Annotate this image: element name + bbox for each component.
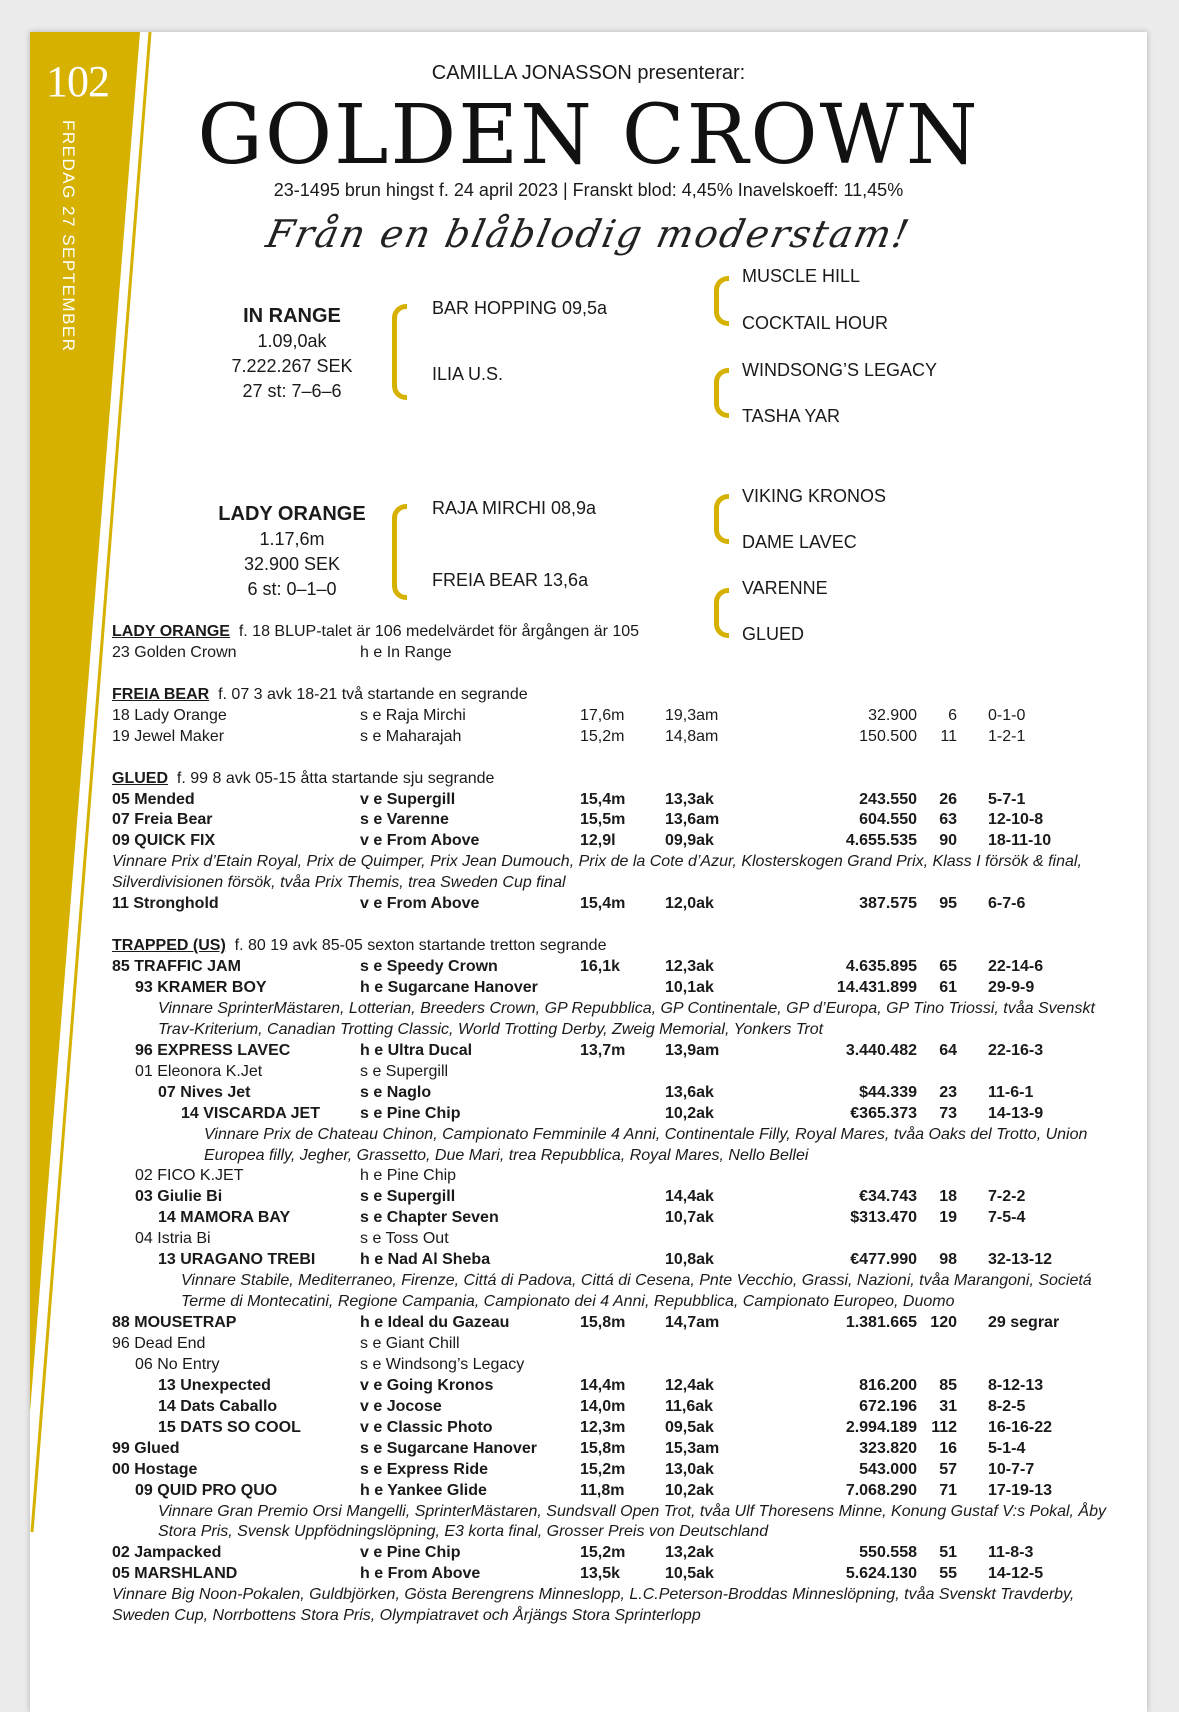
offspring-sire: h e Sugarcane Hanover [360, 978, 538, 996]
offspring-starts: 65 [939, 958, 957, 976]
heading-gap [168, 770, 177, 787]
offspring-name: 09 QUICK FIX [112, 832, 216, 850]
offspring-placings: 0-1-0 [988, 706, 1026, 724]
offspring-row [112, 706, 1122, 727]
offspring-row [112, 1564, 1122, 1585]
offspring-sire: h e In Range [360, 643, 452, 661]
offspring-starts: 85 [939, 1376, 957, 1394]
offspring-record-1: 14,4m [580, 1376, 626, 1394]
offspring-name: 14 MAMORA BAY [158, 1209, 291, 1227]
offspring-row [112, 1208, 1122, 1229]
offspring-placings: 6-7-6 [988, 895, 1026, 913]
offspring-name: 88 MOUSETRAP [112, 1314, 237, 1332]
offspring-starts: 64 [939, 1041, 957, 1059]
offspring-row [112, 1481, 1122, 1502]
offspring-sire: h e Yankee Glide [360, 1481, 487, 1499]
page-number: 102 [46, 57, 109, 106]
offspring-sire: v e From Above [360, 832, 480, 850]
offspring-starts: 57 [939, 1460, 957, 1478]
family-spacer [112, 915, 1122, 936]
offspring-placings: 11-6-1 [988, 1083, 1034, 1101]
offspring-name: 13 URAGANO TREBI [158, 1251, 316, 1269]
offspring-name: 06 No Entry [135, 1355, 220, 1373]
offspring-name: 00 Hostage [112, 1460, 198, 1478]
family-heading [112, 936, 1122, 957]
offspring-name: 23 Golden Crown [112, 643, 237, 661]
dam-bracket [392, 504, 407, 600]
sire-grandparent-2: COCKTAIL HOUR [742, 313, 889, 333]
tagline: Från en blåblodig moderstam! [262, 212, 915, 256]
dam-info [162, 502, 422, 602]
offspring-name: 07 Freia Bear [112, 811, 213, 829]
sire-bracket [392, 304, 407, 400]
offspring-sire: s e Toss Out [360, 1230, 449, 1248]
offspring-starts: 98 [939, 1251, 957, 1269]
offspring-name: 99 Glued [112, 1439, 180, 1457]
sire-gp-bracket-2 [714, 368, 729, 418]
offspring-record-2: 10,7ak [665, 1209, 714, 1227]
offspring-earnings: 387.575 [859, 895, 917, 913]
offspring-earnings: $313.470 [850, 1209, 917, 1227]
offspring-placings: 7-5-4 [988, 1209, 1026, 1227]
offspring-sire: s e Speedy Crown [360, 958, 498, 976]
heading-gap [209, 686, 218, 703]
offspring-earnings: €477.990 [850, 1251, 917, 1269]
offspring-placings: 22-14-6 [988, 958, 1044, 976]
offspring-name: 03 Giulie Bi [135, 1188, 223, 1206]
offspring-earnings: 550.558 [859, 1544, 917, 1562]
sire-grandparent-3: WINDSONG’S LEGACY [742, 360, 938, 380]
offspring-name: 93 KRAMER BOY [135, 978, 267, 996]
race-wins-note: Vinnare SprinterMästaren, Lotterian, Breeders Crown, GP Repubblica, GP Continentale, GP d’Europa, GP Tino Triossi, tvåa Svenskt Trav-Kriterium, Canadian Trotting Classic, World Trotting Derby, Zweig Memorial, Yonkers Trot [158, 999, 1095, 1038]
offspring-name: 14 VISCARDA JET [181, 1104, 320, 1122]
offspring-sire: s e Supergill [360, 1188, 456, 1206]
offspring-name: 96 EXPRESS LAVEC [135, 1041, 291, 1059]
offspring-record-2: 11,6ak [665, 1397, 714, 1415]
offspring-row [112, 1397, 1122, 1418]
offspring-earnings: 32.900 [868, 706, 917, 724]
dam-heading-description: f. 80 19 avk 85-05 sexton startande tretton segrande [234, 937, 607, 955]
offspring-row [112, 1104, 1122, 1125]
offspring-name: 02 Jampacked [112, 1544, 222, 1562]
sire-record: 1.09,0ak [257, 331, 327, 351]
offspring-name: 02 FICO K.JET [135, 1167, 244, 1185]
offspring-sire: h e From Above [360, 1565, 481, 1583]
offspring-earnings: 323.820 [859, 1439, 917, 1457]
offspring-name: 05 Mended [112, 790, 195, 808]
offspring-row [112, 1229, 1122, 1250]
offspring-record-1: 11,8m [580, 1481, 625, 1499]
race-wins-note: Vinnare Gran Premio Orsi Mangelli, SprinterMästaren, Sundsvall Open Trot, tvåa Ulf Thoresens Minne, Konung Gustaf V:s Pokal, Åby Stora Pris, Svensk Uppfödningslöpning, E3 korta final, Grosser Preis von Deutschland [158, 1502, 1106, 1541]
side-date: FREDAG 27 SEPTEMBER [59, 120, 78, 353]
offspring-placings: 11-8-3 [988, 1544, 1034, 1562]
offspring-row [112, 1460, 1122, 1481]
offspring-record-1: 15,4m [580, 895, 626, 913]
offspring-row [112, 1439, 1122, 1460]
race-wins-note: Vinnare Stabile, Mediterraneo, Firenze, Cittá di Padova, Cittá di Cesena, Pnte Vecchio, Grassi, Nazioni, tvåa Marangoni, Societá Terme di Montecatini, Regione Campania, Campionato dei 4 Anni, Repubblica, Campionato Europeo, Duomo [181, 1272, 1092, 1311]
dam-grandparent-3: VARENNE [742, 578, 828, 598]
offspring-starts: 112 [931, 1418, 957, 1436]
offspring-name: 09 QUID PRO QUO [135, 1481, 278, 1499]
family-spacer [112, 748, 1122, 769]
offspring-row [112, 1355, 1122, 1376]
family-heading [112, 685, 1122, 706]
offspring-row [112, 894, 1122, 915]
offspring-starts: 95 [939, 895, 957, 913]
offspring-row [112, 957, 1122, 978]
dam-heading-description: f. 07 3 avk 18-21 två startande en segrande [218, 685, 528, 703]
offspring-record-2: 09,5ak [665, 1418, 714, 1436]
heading-gap [226, 937, 235, 954]
offspring-sire: h e Ultra Ducal [360, 1041, 473, 1059]
offspring-row [112, 790, 1122, 811]
offspring-placings: 32-13-12 [988, 1251, 1053, 1269]
offspring-earnings: 604.550 [859, 811, 917, 829]
dam-record: 1.17,6m [259, 529, 325, 549]
offspring-placings: 12-10-8 [988, 811, 1044, 829]
offspring-sire: h e Ideal du Gazeau [360, 1314, 510, 1332]
dam-grandparent-2: DAME LAVEC [742, 532, 857, 552]
race-wins-note: Vinnare Big Noon-Pokalen, Guldbjörken, Gösta Berengrens Minneslopp, L.C.Peterson-Broddas Minneslöpning, tvåa Svenskt Travderby, Sweden Cup, Norrbottens Stora Pris, Olympiatravet och Årjängs Stora Sprinterlopp [112, 1586, 1075, 1625]
offspring-record-2: 12,0ak [665, 895, 714, 913]
offspring-name: 05 MARSHLAND [112, 1565, 238, 1583]
offspring-earnings: 150.500 [859, 727, 917, 745]
offspring-placings: 10-7-7 [988, 1460, 1035, 1478]
offspring-earnings: 4.635.895 [845, 958, 917, 976]
dam-earnings: 32.900 SEK [243, 554, 341, 574]
offspring-record-1: 15,8m [580, 1439, 626, 1457]
offspring-placings: 16-16-22 [988, 1418, 1053, 1436]
offspring-starts: 31 [939, 1397, 957, 1415]
offspring-sire: s e Varenne [360, 811, 449, 829]
offspring-row [112, 1187, 1122, 1208]
offspring-record-2: 09,9ak [665, 832, 714, 850]
dam-heading-name: FREIA BEAR [112, 685, 210, 703]
offspring-sire: s e Raja Mirchi [360, 706, 466, 724]
dam-heading-description: f. 99 8 avk 05-15 åtta startande sju segrande [176, 769, 495, 787]
offspring-placings: 7-2-2 [988, 1188, 1026, 1206]
offspring-earnings: $44.339 [859, 1083, 917, 1101]
offspring-record-1: 14,0m [580, 1397, 626, 1415]
offspring-placings: 29 segrar [988, 1314, 1060, 1332]
horse-title: GOLDEN CROWN [197, 88, 980, 183]
dam-parent-2: FREIA BEAR 13,6a [432, 570, 589, 590]
offspring-name: 04 Istria Bi [135, 1230, 211, 1248]
offspring-record-1: 16,1k [580, 958, 621, 976]
offspring-sire: s e Maharajah [360, 727, 462, 745]
offspring-placings: 29-9-9 [988, 978, 1035, 996]
dam-grandparent-1: VIKING KRONOS [742, 486, 887, 506]
horse-subtitle: 23-1495 brun hingst f. 24 april 2023 | Franskt blod: 4,45% Inavelskoeff: 11,45% [273, 180, 904, 200]
offspring-name: 19 Jewel Maker [112, 727, 225, 745]
offspring-name: 07 Nives Jet [158, 1083, 251, 1101]
offspring-row [112, 1418, 1122, 1439]
sire-info [162, 304, 422, 404]
offspring-record-2: 14,7am [665, 1314, 720, 1332]
offspring-row [112, 1313, 1122, 1334]
offspring-record-1: 12,3m [580, 1418, 626, 1436]
offspring-earnings: 5.624.130 [845, 1565, 917, 1583]
offspring-record-2: 13,6am [665, 811, 720, 829]
offspring-name: 85 TRAFFIC JAM [112, 958, 241, 976]
offspring-sire: v e Classic Photo [360, 1418, 493, 1436]
offspring-record-2: 14,4ak [665, 1188, 714, 1206]
offspring-record-2: 19,3am [665, 706, 719, 724]
sire-parent-1: BAR HOPPING 09,5a [432, 298, 608, 318]
dam-name: LADY ORANGE [218, 503, 366, 525]
dam-grandparent-4: GLUED [742, 624, 805, 644]
sire-name: IN RANGE [243, 305, 341, 327]
offspring-starts: 11 [940, 727, 957, 745]
catalog-page [30, 32, 1147, 1712]
dam-heading-name: TRAPPED (US) [112, 937, 226, 955]
sire-grandparent-1: MUSCLE HILL [742, 266, 861, 286]
offspring-placings: 1-2-1 [988, 727, 1026, 745]
offspring-earnings: 2.994.189 [845, 1418, 917, 1436]
offspring-row [112, 810, 1122, 831]
offspring-sire: s e Windsong’s Legacy [360, 1355, 525, 1373]
offspring-placings: 5-1-4 [988, 1439, 1026, 1457]
offspring-row [112, 1083, 1122, 1104]
offspring-starts: 55 [939, 1565, 957, 1583]
offspring-row [112, 1062, 1122, 1083]
offspring-sire: s e Supergill [360, 1062, 449, 1080]
offspring-name: 96 Dead End [112, 1335, 206, 1352]
offspring-record-2: 13,9am [665, 1041, 720, 1059]
offspring-starts: 63 [939, 811, 957, 829]
offspring-row [112, 1250, 1122, 1271]
dam-heading-name: LADY ORANGE [112, 623, 230, 640]
offspring-sire: h e Nad Al Sheba [360, 1251, 491, 1269]
offspring-record-2: 15,3am [665, 1439, 720, 1457]
offspring-sire: v e Going Kronos [360, 1376, 494, 1394]
offspring-name: 13 Unexpected [158, 1376, 271, 1394]
offspring-starts: 18 [939, 1188, 957, 1206]
offspring-earnings: €365.373 [850, 1104, 917, 1122]
offspring-sire: h e Pine Chip [360, 1167, 457, 1185]
sire-earnings: 7.222.267 SEK [231, 356, 353, 376]
offspring-sire: v e From Above [360, 895, 480, 913]
offspring-record-2: 10,5ak [665, 1565, 714, 1583]
dam-heading-description: f. 18 BLUP-talet är 106 medelvärdet för årgången är 105 [238, 623, 640, 640]
offspring-starts: 71 [939, 1481, 957, 1499]
offspring-record-1: 15,8m [580, 1314, 626, 1332]
offspring-sire: s e Sugarcane Hanover [360, 1439, 537, 1457]
offspring-sire: v e Jocose [360, 1397, 442, 1415]
offspring-record-2: 12,3ak [665, 958, 714, 976]
offspring-sire: s e Express Ride [360, 1460, 489, 1478]
offspring-earnings: 672.196 [859, 1397, 917, 1415]
family-heading [112, 622, 1122, 643]
offspring-row [112, 1041, 1122, 1062]
offspring-placings: 18-11-10 [988, 832, 1052, 850]
offspring-sire: s e Naglo [360, 1083, 432, 1101]
offspring-row [112, 831, 1122, 852]
dam-heading-name: GLUED [112, 769, 168, 787]
offspring-record-2: 13,6ak [665, 1083, 714, 1101]
offspring-record-2: 10,2ak [665, 1481, 714, 1499]
offspring-starts: 23 [939, 1083, 957, 1101]
heading-gap [230, 623, 239, 640]
offspring-earnings: 243.550 [859, 790, 917, 808]
offspring-placings: 14-13-9 [988, 1104, 1044, 1122]
offspring-earnings: 14.431.899 [836, 978, 917, 996]
offspring-starts: 73 [939, 1104, 957, 1122]
offspring-name: 18 Lady Orange [112, 706, 227, 724]
offspring-starts: 26 [939, 790, 957, 808]
dam-gp-bracket-1 [714, 494, 729, 544]
offspring-name: 14 Dats Caballo [158, 1397, 278, 1415]
offspring-record-1: 13,7m [580, 1041, 626, 1059]
offspring-row [112, 1376, 1122, 1397]
offspring-row [112, 643, 1122, 664]
offspring-row [112, 1166, 1122, 1187]
offspring-row [112, 727, 1122, 748]
offspring-record-1: 15,4m [580, 790, 626, 808]
offspring-record-2: 10,1ak [665, 978, 714, 996]
offspring-record-1: 12,9l [580, 832, 616, 850]
offspring-row [112, 978, 1122, 999]
sire-starts: 27 st: 7–6–6 [242, 381, 342, 401]
offspring-record-1: 17,6m [580, 706, 625, 724]
offspring-starts: 61 [939, 978, 957, 996]
offspring-sire: v e Pine Chip [360, 1544, 461, 1562]
offspring-name: 15 DATS SO COOL [158, 1418, 301, 1436]
race-wins-note: Vinnare Prix d’Etain Royal, Prix de Quimper, Prix Jean Dumouch, Prix de la Cote d’Azur, Klosterskogen Grand Prix, Klass I försök & final, Silverdivisionen försök, tvåa Prix Themis, trea Sweden Cup final [112, 853, 1082, 892]
offspring-earnings: 3.440.482 [845, 1041, 917, 1059]
offspring-earnings: 7.068.290 [845, 1481, 917, 1499]
offspring-placings: 22-16-3 [988, 1041, 1044, 1059]
family-spacer [112, 664, 1122, 685]
offspring-record-1: 15,5m [580, 811, 626, 829]
sire-gp-bracket-1 [714, 276, 729, 326]
offspring-record-2: 10,8ak [665, 1251, 714, 1269]
offspring-placings: 14-12-5 [988, 1565, 1044, 1583]
family-heading [112, 769, 1122, 790]
offspring-record-1: 13,5k [580, 1565, 621, 1583]
offspring-sire: v e Supergill [360, 790, 456, 808]
offspring-placings: 8-12-13 [988, 1376, 1044, 1394]
offspring-starts: 16 [939, 1439, 957, 1457]
offspring-earnings: 4.655.535 [845, 832, 917, 850]
offspring-record-2: 12,4ak [665, 1376, 714, 1394]
offspring-record-1: 15,2m [580, 1544, 626, 1562]
offspring-name: 01 Eleonora K.Jet [135, 1062, 263, 1080]
offspring-placings: 8-2-5 [988, 1397, 1026, 1415]
offspring-name: 11 Stronghold [112, 895, 219, 913]
offspring-earnings: €34.743 [859, 1188, 917, 1206]
race-wins-note: Vinnare Prix de Chateau Chinon, Campionato Femminile 4 Anni, Continentale Filly, Royal Mares, tvåa Oaks del Trotto, Union Europea filly, Jegher, Grassetto, Due Mari, trea Repubblica, Royal Mares, Nello Bellei [204, 1125, 1088, 1164]
offspring-record-2: 13,2ak [665, 1544, 714, 1562]
offspring-placings: 5-7-1 [988, 790, 1026, 808]
offspring-sire: s e Chapter Seven [360, 1209, 499, 1227]
offspring-record-1: 15,2m [580, 727, 625, 745]
offspring-earnings: 543.000 [859, 1460, 917, 1478]
dam-parent-1: RAJA MIRCHI 08,9a [432, 498, 597, 518]
offspring-sire: s e Pine Chip [360, 1104, 461, 1122]
presenter-line: CAMILLA JONASSON presenterar: [431, 62, 746, 84]
dam-starts: 6 st: 0–1–0 [247, 579, 337, 599]
offspring-starts: 6 [948, 706, 957, 724]
offspring-starts: 90 [939, 832, 957, 850]
offspring-record-2: 14,8am [665, 727, 719, 745]
sire-parent-2: ILIA U.S. [432, 364, 504, 384]
sire-grandparent-4: TASHA YAR [742, 406, 841, 426]
offspring-record-2: 13,0ak [665, 1460, 714, 1478]
offspring-placings: 17-19-13 [988, 1481, 1053, 1499]
offspring-earnings: 816.200 [859, 1376, 917, 1394]
offspring-record-2: 10,2ak [665, 1104, 714, 1122]
offspring-row [112, 1334, 1122, 1355]
offspring-record-1: 15,2m [580, 1460, 626, 1478]
offspring-starts: 19 [939, 1209, 957, 1227]
offspring-starts: 51 [939, 1544, 957, 1562]
offspring-row [112, 1543, 1122, 1564]
offspring-earnings: 1.381.665 [845, 1314, 917, 1332]
offspring-starts: 120 [930, 1314, 957, 1332]
maternal-family-list [112, 622, 1122, 1627]
offspring-record-2: 13,3ak [665, 790, 714, 808]
offspring-sire: s e Giant Chill [360, 1335, 460, 1352]
